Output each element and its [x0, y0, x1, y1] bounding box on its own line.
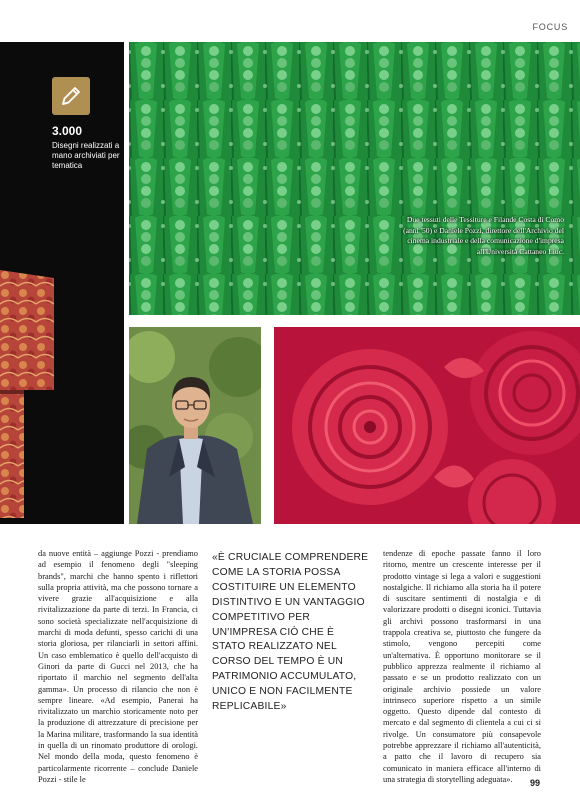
- body-column-left: [38, 548, 198, 785]
- pea-pattern: [129, 42, 580, 315]
- kimono-fabric: [0, 270, 54, 518]
- stat-value: 3.000: [52, 124, 83, 138]
- photo-caption: Due tessuti delle Tessiture e Filande Costa di Como (anni '50) e Daniele Pozzi, direttore dell'Archivio del cinema industriale e della comunicazione d'impresa all'Università Cattaneo Liuc.: [403, 215, 564, 256]
- body-column-right: [383, 548, 541, 785]
- body-text-right: tendenze di epoche passate fanno il loro ritorno, mentre un crescente interesse per il prodotto vintage si lega a valori e suggestioni nostalgiche. Il richiamo alla storia ha il potere di suscitare sentimenti di nostalgia e di valorizzare prodotti o disegni iconici. Tuttavia gli archivi possono trasformarsi in una trappola creativa se, piuttosto che fungere da stimolo, vengono percepiti come un'alternativa. È opportuno monitorare se il pubblico apprezza realmente il richiamo al passato e se un prodotto realizzato con un originale archivio possiede un valore intrinseco superiore rispetto a un simile oggetto. Questo dipende dal contesto di mercato e dal segmento di clientela a cui ci si rivolge. Un consumatore più consapevole potrebbe apprezzare il richiamo all'autenticità, a patto che il lavoro di recupero sia comunicato in maniera efficace all'interno di una strategia di storytelling adeguata».: [383, 549, 541, 784]
- page-number: 99: [529, 778, 540, 788]
- portrait-photo: [129, 327, 261, 524]
- stat-badge: [52, 77, 90, 115]
- rose-pattern: [274, 327, 580, 524]
- stat-label: Disegni realizzati a mano archiviati per tematica: [52, 141, 120, 170]
- pencil-icon: [59, 84, 83, 108]
- red-rose-fabric-photo: [274, 327, 580, 524]
- section-label: FOCUS: [532, 22, 568, 32]
- pull-quote: «È CRUCIALE COMPRENDERE COME LA STORIA POSSA COSTITUIRE UN ELEMENTO DISTINTIVO E UN VANTAGGIO COMPETITIVO PER UN'IMPRESA CIÒ CHE È STATO REALIZZATO NEL CORSO DEL TEMPO È UN PATRIMONIO ACCUMULATO, UNICO E NON FACILMENTE REPLICABILE»: [212, 552, 369, 713]
- body-text-left: da nuove entità – aggiunge Pozzi - prendiamo ad esempio il fenomeno degli "sleeping brands", marchi che hanno spento i riflettori sulla propria attività, ma che possono tornare a vivere grazie all'acquisizione e alla rivitalizzazione da parte di terzi. In Francia, ci sono società specializzate nell'acquisizione di marchi di moda defunti, spesso carichi di una storia gloriosa, per rilanciarli in settori affini. Un caso emblematico è quello dell'acquisto di Ginori da parte di Gucci nel 2013, che ha riportato il marchio nel segmento dell'alta gamma». Un processo di rilancio che non è sempre lineare. «Ad esempio, Panerai ha rivitalizzato un marchio storicamente noto per la produzione di attrezzature di precisione per la Marina militare, trasformando la sua identità in quella di un rinomato produttore di orologi. Nel mondo della moda, questo fenomeno è particolarmente ricorrente – conclude Daniele Pozzi - stile le: [38, 549, 198, 784]
- portrait-illustration: [129, 327, 261, 524]
- green-fabric-photo: [129, 42, 580, 315]
